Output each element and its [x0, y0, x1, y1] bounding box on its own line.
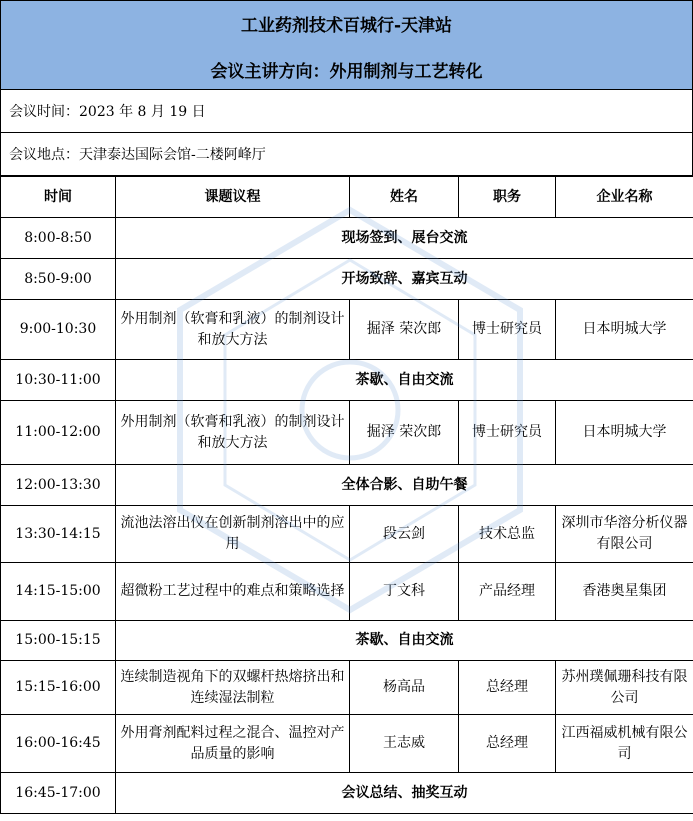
row-time: 9:00-10:30 [1, 300, 116, 360]
row-topic: 连续制造视角下的双螺杆热熔挤出和连续湿法制粒 [116, 661, 350, 715]
row-time: 14:15-15:00 [1, 563, 116, 621]
meeting-time: 会议时间：2023 年 8 月 19 日 [0, 90, 693, 133]
meeting-venue: 会议地点：天津泰达国际会馆-二楼阿峰厅 [0, 133, 693, 176]
row-speaker-title: 总经理 [459, 661, 556, 715]
row-speaker-name: 掘泽 荣次郎 [350, 300, 459, 360]
table-row [1, 218, 693, 259]
row-topic: 超微粉工艺过程中的难点和策略选择 [116, 563, 350, 621]
row-time: 15:15-16:00 [1, 661, 116, 715]
row-time: 15:00-15:15 [1, 621, 116, 661]
row-time: 8:00-8:50 [1, 218, 116, 259]
row-time: 16:45-17:00 [1, 773, 116, 814]
table-row [1, 506, 693, 563]
row-company: 深圳市华溶分析仪器有限公司 [556, 506, 693, 563]
row-company: 苏州璞佩珊科技有限公司 [556, 661, 693, 715]
row-time: 12:00-13:30 [1, 465, 116, 506]
row-speaker-title: 技术总监 [459, 506, 556, 563]
col-header-name: 姓名 [350, 177, 459, 218]
row-time: 10:30-11:00 [1, 360, 116, 401]
table-row [1, 259, 693, 300]
col-header-topic: 课题议程 [116, 177, 350, 218]
table-row [1, 715, 693, 773]
row-company: 香港奥星集团 [556, 563, 693, 621]
row-speaker-title: 博士研究员 [459, 300, 556, 360]
table-row [1, 360, 693, 401]
row-company: 日本明城大学 [556, 401, 693, 465]
row-activity: 全体合影、自助午餐 [116, 465, 693, 506]
row-speaker-name: 王志威 [350, 715, 459, 773]
row-activity: 茶歇、自由交流 [116, 621, 693, 661]
table-row [1, 401, 693, 465]
col-header-company: 企业名称 [556, 177, 693, 218]
table-header-row [1, 177, 693, 218]
row-speaker-name: 段云剑 [350, 506, 459, 563]
row-time: 11:00-12:00 [1, 401, 116, 465]
row-time: 16:00-16:45 [1, 715, 116, 773]
row-activity: 开场致辞、嘉宾互动 [116, 259, 693, 300]
row-speaker-title: 博士研究员 [459, 401, 556, 465]
table-row [1, 300, 693, 360]
agenda-header [0, 0, 693, 90]
row-speaker-title: 总经理 [459, 715, 556, 773]
row-speaker-name: 掘泽 荣次郎 [350, 401, 459, 465]
row-activity: 现场签到、展台交流 [116, 218, 693, 259]
row-company: 日本明城大学 [556, 300, 693, 360]
agenda-title: 工业药剂技术百城行-天津站 [240, 16, 453, 36]
row-speaker-title: 产品经理 [459, 563, 556, 621]
table-row [1, 621, 693, 661]
table-row [1, 773, 693, 814]
col-header-title: 职务 [459, 177, 556, 218]
table-row [1, 465, 693, 506]
row-activity: 会议总结、抽奖互动 [116, 773, 693, 814]
agenda-subtitle: 会议主讲方向：外用制剂与工艺转化 [210, 62, 483, 82]
row-topic: 外用膏剂配料过程之混合、温控对产品质量的影响 [116, 715, 350, 773]
row-speaker-name: 杨高品 [350, 661, 459, 715]
row-activity: 茶歇、自由交流 [116, 360, 693, 401]
row-time: 8:50-9:00 [1, 259, 116, 300]
row-topic: 流池法溶出仪在创新制剂溶出中的应用 [116, 506, 350, 563]
col-header-time: 时间 [1, 177, 116, 218]
table-row [1, 661, 693, 715]
row-time: 13:30-14:15 [1, 506, 116, 563]
schedule-table [0, 176, 693, 814]
row-company: 江西福威机械有限公司 [556, 715, 693, 773]
row-topic: 外用制剂（软膏和乳液）的制剂设计和放大方法 [116, 401, 350, 465]
table-row [1, 563, 693, 621]
row-speaker-name: 丁文科 [350, 563, 459, 621]
row-topic: 外用制剂（软膏和乳液）的制剂设计和放大方法 [116, 300, 350, 360]
